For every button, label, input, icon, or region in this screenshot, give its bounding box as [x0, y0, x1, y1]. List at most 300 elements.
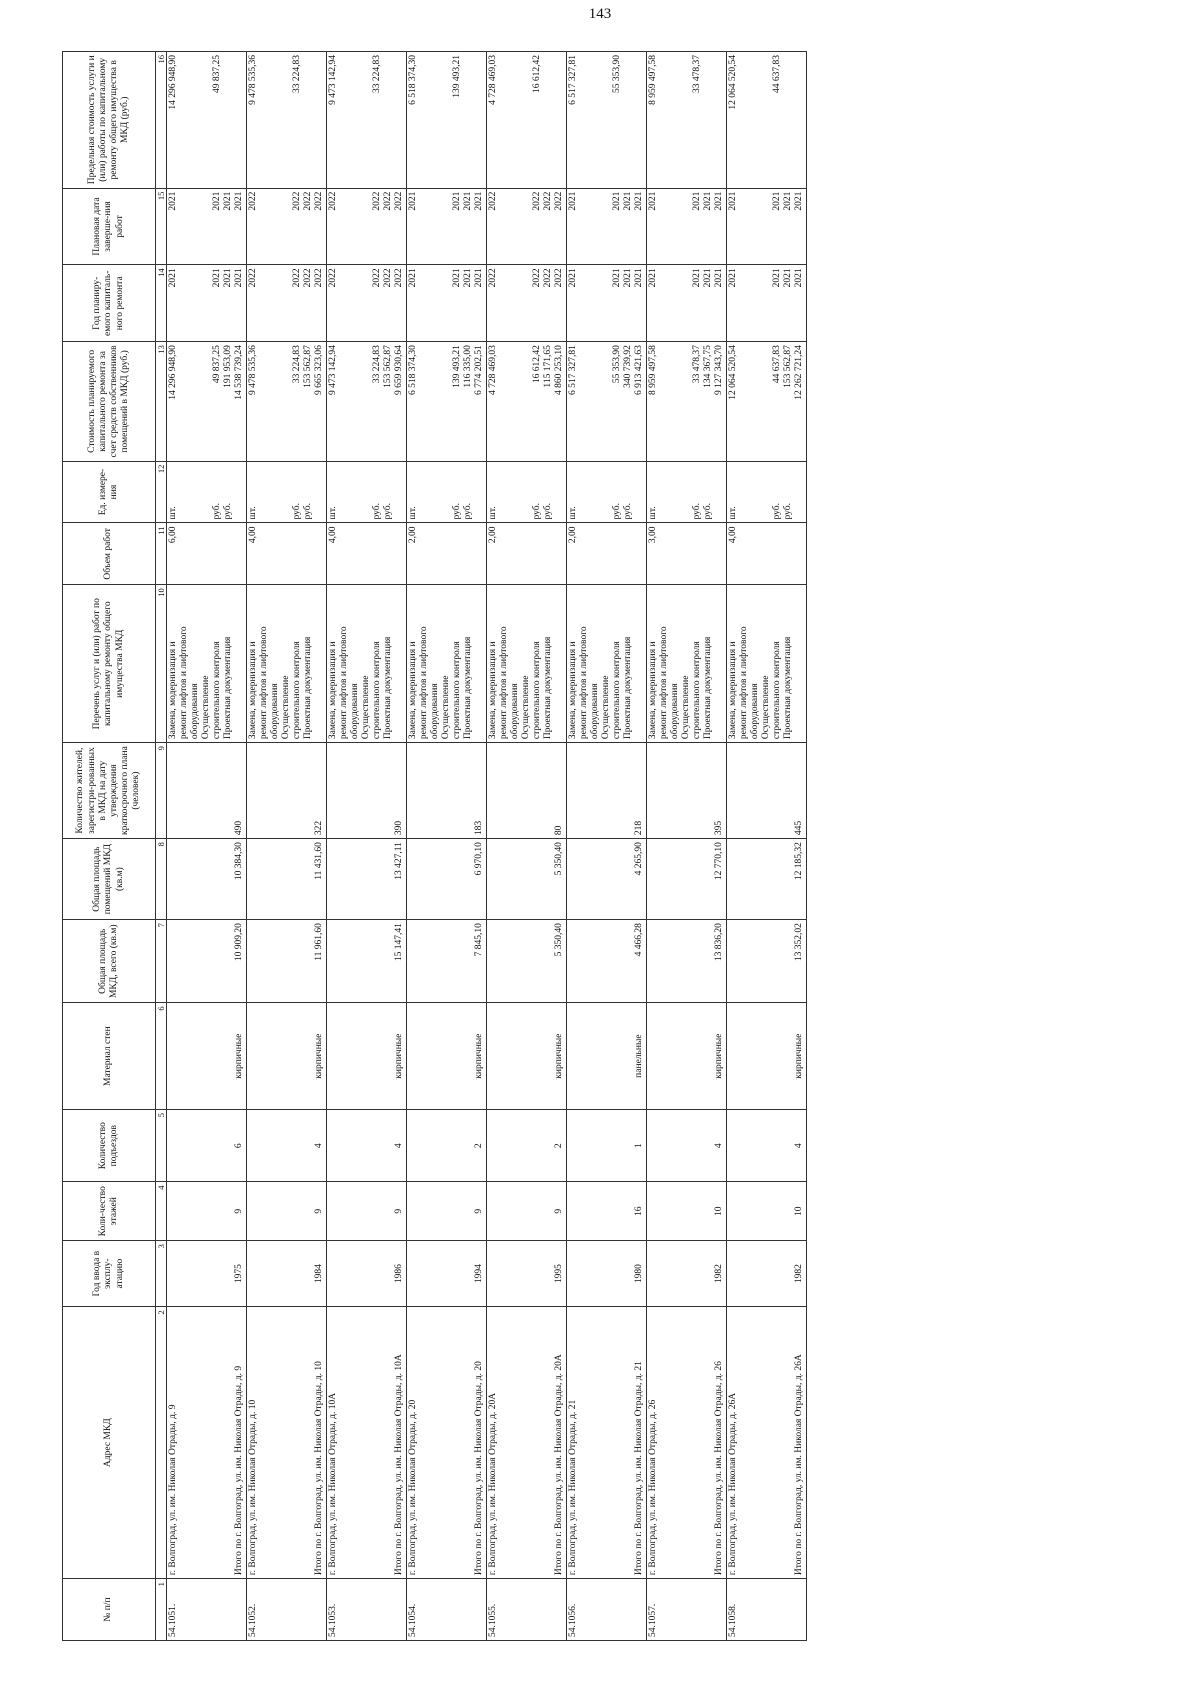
limit-cost-cell [407, 52, 487, 189]
end-date-total: 2021 [474, 191, 485, 211]
cost-total: 12 262 721,24 [794, 345, 805, 400]
blank-line [350, 192, 361, 262]
blank-line [248, 746, 259, 835]
blank-line [612, 842, 623, 916]
year-built: 1986 [394, 1264, 405, 1284]
cost-cell [327, 342, 407, 461]
blank-line [350, 746, 361, 835]
limit-cost: 44 637,83 [772, 55, 783, 93]
blank-line [223, 923, 234, 999]
cost-cell [647, 342, 727, 461]
work-lift-line: ремонт лифтов и лифтового [739, 626, 750, 740]
work-lift-line: оборудования [590, 683, 601, 740]
cost: 55 353,90 [612, 345, 623, 384]
blank-line [681, 1185, 692, 1237]
blank-line [761, 192, 772, 262]
walls-cell [407, 1003, 487, 1110]
blank-line [543, 1113, 554, 1179]
blank-line [270, 1113, 281, 1179]
blank-line [292, 1244, 303, 1303]
end-date-cell [167, 188, 247, 265]
blank-line [328, 842, 339, 916]
blank-line [499, 345, 510, 457]
cost: 4 728 469,03 [488, 345, 499, 396]
walls: кирпичные [714, 1033, 725, 1079]
blank-line [612, 1006, 623, 1106]
year-built-cell [167, 1241, 247, 1307]
blank-line [670, 1244, 681, 1303]
blank-line [441, 1113, 452, 1179]
blank-line [590, 1185, 601, 1237]
blank-line [383, 923, 394, 999]
cost-cell [567, 342, 647, 461]
repair-year: 2021 [623, 268, 634, 288]
blank-line [452, 1006, 463, 1106]
blank-line [739, 1113, 750, 1179]
work-project-line: Проектная документация [463, 636, 474, 740]
end-date-total: 2021 [234, 191, 245, 211]
blank-line [361, 192, 372, 262]
end-date: 2021 [703, 191, 714, 211]
unit: руб. [783, 502, 794, 520]
blank-line [728, 746, 739, 835]
cost: 139 493,21 [452, 345, 463, 388]
blank-line [510, 345, 521, 457]
area-rooms: 13 427,11 [394, 842, 405, 880]
blank-line [441, 1185, 452, 1237]
blank-line [463, 1244, 474, 1303]
blank-line [499, 192, 510, 262]
work-lift-line: ремонт лифтов и лифтового [179, 626, 190, 740]
blank-line [612, 923, 623, 999]
header-cell-floors: Коли-чество этажей [63, 1182, 156, 1241]
blank-line [248, 1244, 259, 1303]
header-cell-area-rooms: Общая площадь помещений МКД (кв.м) [63, 839, 156, 920]
blank-line [783, 1006, 794, 1106]
blank-line [430, 1185, 441, 1237]
work-lift-line: ремонт лифтов и лифтового [339, 626, 350, 740]
blank-line [408, 1244, 419, 1303]
blank-line [361, 268, 372, 338]
blank-line [281, 1185, 292, 1237]
rotated-table-container [62, 51, 1117, 1641]
column-number: 4 [156, 1182, 167, 1241]
blank-line [761, 923, 772, 999]
blank-line [761, 1006, 772, 1106]
blank-line [579, 1006, 590, 1106]
year-built: 1984 [314, 1264, 325, 1284]
area-rooms-cell [647, 839, 727, 920]
entrances: 2 [554, 1143, 565, 1149]
repair-year-total: 2022 [394, 268, 405, 288]
work-lift-line: оборудования [190, 683, 201, 740]
blank-line [372, 1113, 383, 1179]
blank-line [659, 345, 670, 457]
work-lift-line: Замена, модернизация и [728, 641, 739, 740]
year-built-cell [407, 1241, 487, 1307]
end-date: 2021 [623, 191, 634, 211]
blank-line [499, 1113, 510, 1179]
blank-line [750, 1310, 761, 1575]
blank-line [681, 1310, 692, 1575]
blank-line [259, 268, 270, 338]
work-lift-line: ремонт лифтов и лифтового [259, 626, 270, 740]
blank-line [303, 1310, 314, 1575]
blank-line [521, 1006, 532, 1106]
blank-line [441, 192, 452, 262]
column-number-row [156, 52, 167, 1641]
limit-cost: 55 353,90 [612, 55, 623, 93]
header-cell-works: Перечень услуг и (или) работ по капитальному ремонту общего имущества МКД [63, 585, 156, 743]
residents: 218 [634, 820, 645, 836]
end-date: 2022 [372, 191, 383, 211]
blank-line [601, 1185, 612, 1237]
blank-line [623, 1006, 634, 1106]
entrances-cell [407, 1109, 487, 1182]
blank-line [372, 1310, 383, 1575]
row-number-cell [567, 1579, 647, 1641]
blank-line [259, 1006, 270, 1106]
blank-line [510, 465, 521, 520]
unit: шт. [728, 506, 739, 520]
end-date: 2021 [568, 191, 579, 211]
area-total: 13 836,20 [714, 923, 725, 962]
blank-line [328, 1006, 339, 1106]
table-row [167, 52, 247, 1641]
volume-cell [487, 523, 567, 585]
blank-line [601, 345, 612, 457]
unit: руб. [703, 502, 714, 520]
blank-line [259, 345, 270, 457]
end-date-total: 2021 [794, 191, 805, 211]
blank-line [579, 1113, 590, 1179]
blank-line [659, 1244, 670, 1303]
blank-line [761, 465, 772, 520]
blank-line [452, 1113, 463, 1179]
blank-line [783, 1244, 794, 1303]
blank-line [728, 923, 739, 999]
address-cell [567, 1307, 647, 1579]
cost: 44 637,83 [772, 345, 783, 384]
blank-line [692, 1310, 703, 1575]
column-number: 11 [156, 523, 167, 585]
blank-line [521, 746, 532, 835]
works-cell [567, 585, 647, 743]
end-date: 2021 [168, 191, 179, 211]
repair-year-total: 2021 [714, 268, 725, 288]
blank-line [703, 1310, 714, 1575]
table-row [487, 52, 567, 1641]
year-built-cell [727, 1241, 807, 1307]
blank-line [499, 842, 510, 916]
blank-line [383, 842, 394, 916]
cost-cell [167, 342, 247, 461]
blank-line [739, 1185, 750, 1237]
work-lift-line: оборудования [270, 683, 281, 740]
blank-line [532, 746, 543, 835]
blank-line [612, 1244, 623, 1303]
volume: 4,00 [248, 526, 259, 544]
blank-line [703, 1113, 714, 1179]
blank-line [270, 1310, 281, 1575]
blank-line [590, 1310, 601, 1575]
blank-line [259, 1310, 270, 1575]
work-project-line: Проектная документация [703, 636, 714, 740]
blank-line [543, 842, 554, 916]
blank-line [692, 1244, 703, 1303]
blank-line [568, 1113, 579, 1179]
area-rooms: 10 384,30 [234, 842, 245, 881]
cost-cell [487, 342, 567, 461]
end-date-total: 2022 [394, 191, 405, 211]
work-control-line: строительного контроля [292, 641, 303, 740]
blank-line [772, 1185, 783, 1237]
work-control-line: строительного контроля [452, 641, 463, 740]
repair-year-total: 2022 [554, 268, 565, 288]
volume: 6,00 [168, 526, 179, 544]
blank-line [303, 746, 314, 835]
residents: 490 [234, 820, 245, 836]
blank-line [190, 1185, 201, 1237]
blank-line [659, 746, 670, 835]
blank-line [659, 1310, 670, 1575]
blank-line [681, 842, 692, 916]
walls-cell [487, 1003, 567, 1110]
blank-line [259, 55, 270, 185]
blank-line [339, 345, 350, 457]
blank-line [179, 1244, 190, 1303]
address-cell [167, 1307, 247, 1579]
unit: руб. [292, 502, 303, 520]
blank-line [761, 1113, 772, 1179]
blank-line [408, 746, 419, 835]
work-control-line: строительного контроля [532, 641, 543, 740]
blank-line [783, 842, 794, 916]
blank-line [339, 1006, 350, 1106]
work-control-line: Осуществление [201, 675, 212, 740]
blank-line [281, 1113, 292, 1179]
blank-line [601, 1006, 612, 1106]
repair-year: 2021 [612, 268, 623, 288]
work-lift-line: Замена, модернизация и [488, 641, 499, 740]
unit: руб. [612, 502, 623, 520]
cost-total: 9 659 930,64 [394, 345, 405, 396]
blank-line [419, 345, 430, 457]
blank-line [201, 55, 212, 185]
blank-line [212, 1244, 223, 1303]
total-label: Итого по г. Волгоград, ул. им. Николая Отрады, д. 21 [634, 1361, 645, 1576]
blank-line [452, 1244, 463, 1303]
floors: 9 [474, 1208, 485, 1214]
work-lift-line: Замена, модернизация и [408, 641, 419, 740]
volume: 4,00 [728, 526, 739, 544]
blank-line [750, 345, 761, 457]
work-control-line: строительного контроля [212, 641, 223, 740]
blank-line [441, 1310, 452, 1575]
blank-line [281, 345, 292, 457]
blank-line [190, 55, 201, 185]
end-date: 2022 [383, 191, 394, 211]
blank-line [223, 1006, 234, 1106]
blank-line [463, 1310, 474, 1575]
end-date: 2021 [612, 191, 623, 211]
blank-line [179, 345, 190, 457]
work-lift-line: оборудования [510, 683, 521, 740]
repair-year: 2022 [292, 268, 303, 288]
repair-year: 2021 [648, 268, 659, 288]
blank-line [590, 465, 601, 520]
column-number: 5 [156, 1109, 167, 1182]
unit-cell [647, 461, 727, 523]
work-control-line: строительного контроля [772, 641, 783, 740]
header-cell-year-built: Год ввода в эксплу-атацию [63, 1241, 156, 1307]
blank-line [292, 1185, 303, 1237]
blank-line [510, 55, 521, 185]
blank-line [328, 1185, 339, 1237]
blank-line [168, 923, 179, 999]
unit: руб. [463, 502, 474, 520]
work-lift-line: оборудования [430, 683, 441, 740]
header-cell-limit-cost: Предельная стоимость услуги и (или) работы по капитальному ремонту общего имущества в МКД (руб.) [63, 52, 156, 189]
repair-year: 2021 [168, 268, 179, 288]
blank-line [623, 923, 634, 999]
unit: шт. [248, 506, 259, 520]
blank-line [463, 1185, 474, 1237]
blank-line [532, 1310, 543, 1575]
end-date: 2021 [772, 191, 783, 211]
entrances: 2 [474, 1143, 485, 1149]
blank-line [383, 1310, 394, 1575]
address: г. Волгоград, ул. им. Николая Отрады, д. 26 [648, 1399, 659, 1576]
blank-line [703, 1185, 714, 1237]
unit-cell [327, 461, 407, 523]
area-rooms: 11 431,60 [314, 842, 325, 880]
blank-line [463, 842, 474, 916]
blank-line [430, 465, 441, 520]
blank-line [601, 1113, 612, 1179]
unit: шт. [408, 506, 419, 520]
column-number: 12 [156, 461, 167, 523]
blank-line [750, 1113, 761, 1179]
blank-line [168, 842, 179, 916]
blank-line [441, 345, 452, 457]
blank-line [579, 345, 590, 457]
blank-line [361, 1006, 372, 1106]
blank-line [499, 746, 510, 835]
works-cell [247, 585, 327, 743]
blank-line [692, 1006, 703, 1106]
limit-cost: 6 517 327,81 [568, 55, 579, 105]
blank-line [579, 1310, 590, 1575]
walls: кирпичные [474, 1033, 485, 1079]
row-number: 54.1058. [728, 1603, 739, 1637]
work-project-line: Проектная документация [783, 636, 794, 740]
limit-cost: 49 837,25 [212, 55, 223, 93]
blank-line [179, 1006, 190, 1106]
blank-line [499, 1310, 510, 1575]
blank-line [772, 842, 783, 916]
unit: руб. [532, 502, 543, 520]
work-project-line: Проектная документация [623, 636, 634, 740]
blank-line [201, 345, 212, 457]
blank-line [179, 465, 190, 520]
unit: руб. [383, 502, 394, 520]
end-date: 2022 [292, 191, 303, 211]
unit: руб. [212, 502, 223, 520]
blank-line [681, 746, 692, 835]
blank-line [648, 923, 659, 999]
blank-line [623, 1310, 634, 1575]
blank-line [303, 842, 314, 916]
volume-cell [567, 523, 647, 585]
column-number: 2 [156, 1307, 167, 1579]
blank-line [670, 465, 681, 520]
end-date: 2021 [452, 191, 463, 211]
column-number: 16 [156, 52, 167, 189]
blank-line [670, 842, 681, 916]
address-cell [247, 1307, 327, 1579]
blank-line [532, 923, 543, 999]
address-cell [327, 1307, 407, 1579]
total-label: Итого по г. Волгоград, ул. им. Николая Отрады, д. 20А [554, 1354, 565, 1576]
blank-line [783, 1310, 794, 1575]
walls-cell [327, 1003, 407, 1110]
year-built-cell [647, 1241, 727, 1307]
blank-line [430, 842, 441, 916]
area-total: 13 352,02 [794, 923, 805, 962]
blank-line [739, 1310, 750, 1575]
repair-year-cell [727, 265, 807, 342]
address: г. Волгоград, ул. им. Николая Отрады, д. 21 [568, 1399, 579, 1576]
blank-line [579, 465, 590, 520]
area-total-cell [727, 920, 807, 1003]
blank-line [554, 588, 565, 739]
limit-cost: 16 612,42 [532, 55, 543, 93]
end-date: 2021 [692, 191, 703, 211]
blank-line [521, 1185, 532, 1237]
work-control-line: Осуществление [361, 675, 372, 740]
volume-cell [727, 523, 807, 585]
blank-line [281, 268, 292, 338]
column-number: 15 [156, 188, 167, 265]
walls-cell [567, 1003, 647, 1110]
blank-line [259, 1244, 270, 1303]
blank-line [521, 1113, 532, 1179]
blank-line [568, 1185, 579, 1237]
table-row [407, 52, 487, 1641]
blank-line [201, 192, 212, 262]
blank-line [750, 465, 761, 520]
work-lift-line: оборудования [350, 683, 361, 740]
area-total-cell [567, 920, 647, 1003]
blank-line [681, 268, 692, 338]
blank-line [441, 55, 452, 185]
volume: 2,00 [568, 526, 579, 544]
blank-line [212, 1113, 223, 1179]
blank-line [234, 588, 245, 739]
floors-cell [167, 1182, 247, 1241]
blank-line [659, 55, 670, 185]
blank-line [590, 746, 601, 835]
blank-line [739, 842, 750, 916]
floors: 9 [314, 1208, 325, 1214]
work-lift-line: Замена, модернизация и [168, 641, 179, 740]
blank-line [590, 1006, 601, 1106]
blank-line [339, 1310, 350, 1575]
cost: 33 224,83 [372, 345, 383, 384]
blank-line [623, 746, 634, 835]
limit-cost: 9 473 142,94 [328, 55, 339, 105]
